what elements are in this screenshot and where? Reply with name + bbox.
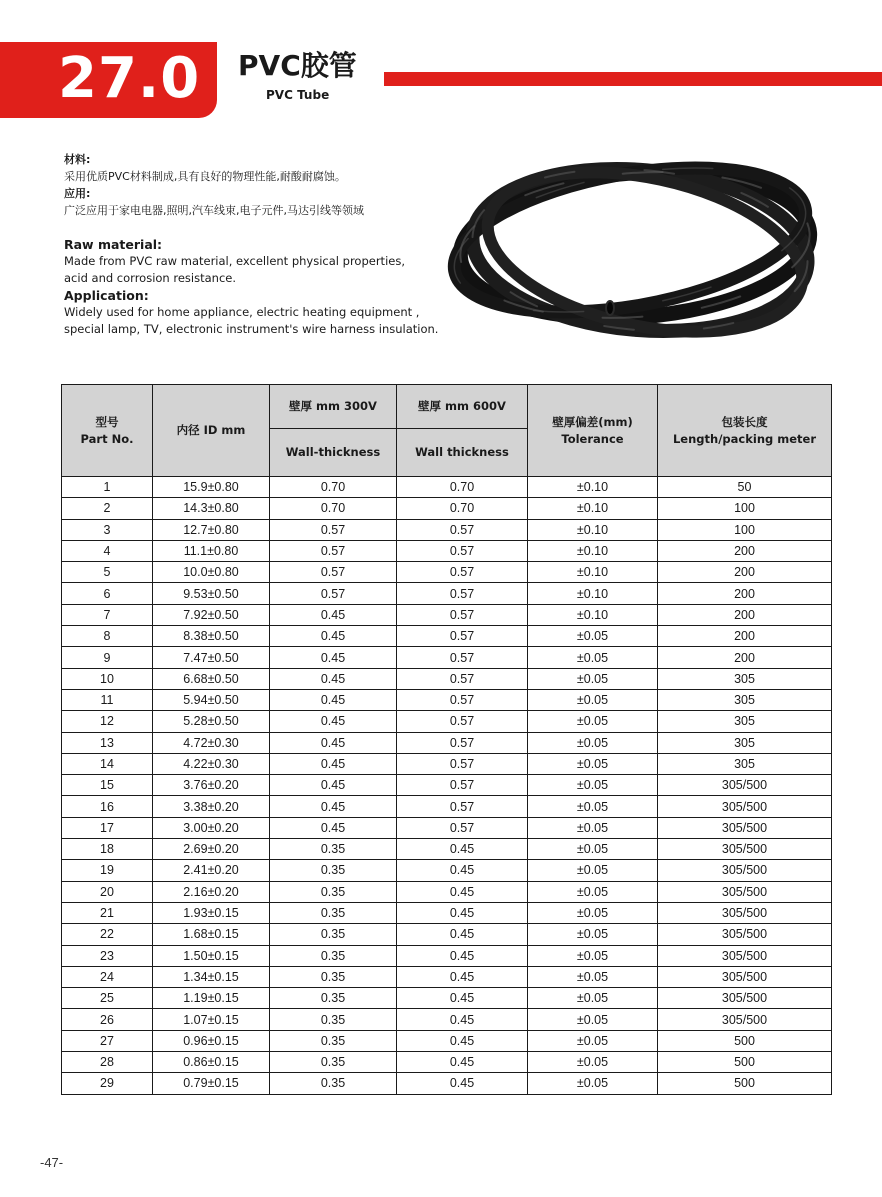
length-cell: 200 <box>658 562 832 583</box>
wall-300v-cell: 0.45 <box>270 711 397 732</box>
part-no-cell: 5 <box>62 562 153 583</box>
material-heading-cn: 材料: <box>64 153 91 166</box>
id-cell: 7.47±0.50 <box>153 647 270 668</box>
part-no-cell: 9 <box>62 647 153 668</box>
material-heading-en: Raw material: <box>64 237 163 252</box>
id-cell: 6.68±0.50 <box>153 668 270 689</box>
header-length-cn: 包装长度 <box>721 414 768 429</box>
wall-300v-cell: 0.45 <box>270 796 397 817</box>
title-rule <box>384 72 882 86</box>
table-row <box>62 796 832 817</box>
material-line-1: Made from PVC raw material, excellent physical properties, <box>64 254 405 268</box>
part-no-cell: 18 <box>62 839 153 860</box>
material-line-2: acid and corrosion resistance. <box>64 271 237 285</box>
wall-600v-cell: 0.45 <box>397 1052 528 1073</box>
table-row <box>62 477 832 498</box>
wall-600v-cell: 0.57 <box>397 626 528 647</box>
tolerance-cell: ±0.05 <box>528 775 658 796</box>
id-cell: 14.3±0.80 <box>153 498 270 519</box>
tolerance-cell: ±0.05 <box>528 668 658 689</box>
tolerance-cell: ±0.05 <box>528 1030 658 1051</box>
wall-300v-cell: 0.35 <box>270 881 397 902</box>
length-cell: 200 <box>658 583 832 604</box>
tolerance-cell: ±0.10 <box>528 540 658 561</box>
tolerance-cell: ±0.05 <box>528 711 658 732</box>
length-cell: 500 <box>658 1052 832 1073</box>
part-no-cell: 6 <box>62 583 153 604</box>
wall-300v-cell: 0.45 <box>270 775 397 796</box>
length-cell: 305 <box>658 668 832 689</box>
wall-600v-cell: 0.45 <box>397 881 528 902</box>
tolerance-cell: ±0.05 <box>528 881 658 902</box>
part-no-cell: 29 <box>62 1073 153 1094</box>
header-length <box>658 385 832 477</box>
table-row <box>62 498 832 519</box>
wall-600v-cell: 0.57 <box>397 775 528 796</box>
tolerance-cell: ±0.05 <box>528 1009 658 1030</box>
wall-300v-cell: 0.35 <box>270 924 397 945</box>
table-row <box>62 647 832 668</box>
table-row <box>62 1052 832 1073</box>
wall-600v-cell: 0.57 <box>397 711 528 732</box>
length-cell: 200 <box>658 647 832 668</box>
header-part-no <box>62 385 153 477</box>
wall-300v-cell: 0.70 <box>270 477 397 498</box>
length-cell: 305/500 <box>658 860 832 881</box>
length-cell: 200 <box>658 626 832 647</box>
wall-300v-cell: 0.57 <box>270 583 397 604</box>
length-cell: 305/500 <box>658 817 832 838</box>
wall-600v-cell: 0.57 <box>397 519 528 540</box>
description-cn <box>64 151 464 219</box>
part-no-cell: 27 <box>62 1030 153 1051</box>
tolerance-cell: ±0.10 <box>528 519 658 540</box>
header-wall-300v-cn: 壁厚 mm 300V <box>270 385 397 429</box>
wall-300v-cell: 0.35 <box>270 860 397 881</box>
id-cell: 3.38±0.20 <box>153 796 270 817</box>
part-no-cell: 12 <box>62 711 153 732</box>
part-no-cell: 25 <box>62 988 153 1009</box>
length-cell: 305 <box>658 732 832 753</box>
header-tolerance-cn: 壁厚偏差(mm) <box>552 414 633 429</box>
wall-600v-cell: 0.57 <box>397 817 528 838</box>
table-row <box>62 1009 832 1030</box>
id-cell: 1.07±0.15 <box>153 1009 270 1030</box>
length-cell: 305/500 <box>658 902 832 923</box>
tolerance-cell: ±0.05 <box>528 860 658 881</box>
tolerance-cell: ±0.10 <box>528 562 658 583</box>
material-text-cn: 采用优质PVC材料制成,具有良好的物理性能,耐酸耐腐蚀。 <box>64 170 346 183</box>
table-row <box>62 924 832 945</box>
id-cell: 0.79±0.15 <box>153 1073 270 1094</box>
id-cell: 5.28±0.50 <box>153 711 270 732</box>
id-cell: 2.41±0.20 <box>153 860 270 881</box>
header-wall-600v-cn: 壁厚 mm 600V <box>397 385 528 429</box>
length-cell: 305/500 <box>658 796 832 817</box>
id-cell: 5.94±0.50 <box>153 689 270 710</box>
table-row <box>62 583 832 604</box>
table-row <box>62 775 832 796</box>
part-no-cell: 8 <box>62 626 153 647</box>
wall-600v-cell: 0.57 <box>397 647 528 668</box>
wall-300v-cell: 0.35 <box>270 1073 397 1094</box>
part-no-cell: 7 <box>62 604 153 625</box>
length-cell: 50 <box>658 477 832 498</box>
header-tolerance <box>528 385 658 477</box>
table-row <box>62 1030 832 1051</box>
wall-600v-cell: 0.45 <box>397 902 528 923</box>
page-number: -47- <box>40 1155 64 1170</box>
table-row <box>62 562 832 583</box>
part-no-cell: 16 <box>62 796 153 817</box>
table-row <box>62 604 832 625</box>
wall-600v-cell: 0.57 <box>397 732 528 753</box>
pvc-tube-image <box>440 150 830 350</box>
wall-300v-cell: 0.35 <box>270 1052 397 1073</box>
id-cell: 9.53±0.50 <box>153 583 270 604</box>
tolerance-cell: ±0.05 <box>528 1073 658 1094</box>
id-cell: 0.86±0.15 <box>153 1052 270 1073</box>
length-cell: 305/500 <box>658 924 832 945</box>
part-no-cell: 14 <box>62 753 153 774</box>
wall-300v-cell: 0.45 <box>270 732 397 753</box>
id-cell: 3.76±0.20 <box>153 775 270 796</box>
table-row <box>62 540 832 561</box>
length-cell: 305/500 <box>658 1009 832 1030</box>
wall-300v-cell: 0.70 <box>270 498 397 519</box>
length-cell: 200 <box>658 604 832 625</box>
wall-600v-cell: 0.45 <box>397 839 528 860</box>
header-tolerance-en: Tolerance <box>561 431 624 446</box>
tolerance-cell: ±0.05 <box>528 966 658 987</box>
application-line-1: Widely used for home appliance, electric heating equipment , <box>64 305 420 319</box>
length-cell: 305/500 <box>658 775 832 796</box>
wall-600v-cell: 0.45 <box>397 924 528 945</box>
tolerance-cell: ±0.05 <box>528 689 658 710</box>
wall-600v-cell: 0.45 <box>397 945 528 966</box>
part-no-cell: 19 <box>62 860 153 881</box>
part-no-cell: 23 <box>62 945 153 966</box>
id-cell: 1.68±0.15 <box>153 924 270 945</box>
wall-600v-cell: 0.70 <box>397 498 528 519</box>
header-part-no-en: Part No. <box>80 431 134 446</box>
tolerance-cell: ±0.05 <box>528 988 658 1009</box>
wall-600v-cell: 0.45 <box>397 1009 528 1030</box>
table-row <box>62 839 832 860</box>
tolerance-cell: ±0.05 <box>528 732 658 753</box>
tolerance-cell: ±0.10 <box>528 583 658 604</box>
part-no-cell: 4 <box>62 540 153 561</box>
wall-300v-cell: 0.35 <box>270 988 397 1009</box>
part-no-cell: 22 <box>62 924 153 945</box>
table-row <box>62 519 832 540</box>
wall-600v-cell: 0.57 <box>397 540 528 561</box>
part-no-cell: 15 <box>62 775 153 796</box>
wall-600v-cell: 0.45 <box>397 1073 528 1094</box>
table-row <box>62 988 832 1009</box>
wall-300v-cell: 0.57 <box>270 519 397 540</box>
header-wall-600v-en: Wall thickness <box>397 429 528 477</box>
wall-300v-cell: 0.35 <box>270 966 397 987</box>
part-no-cell: 28 <box>62 1052 153 1073</box>
wall-600v-cell: 0.57 <box>397 753 528 774</box>
id-cell: 1.34±0.15 <box>153 966 270 987</box>
header-inner-diameter: 内径 ID mm <box>153 385 270 477</box>
page-title-en: PVC Tube <box>266 88 330 102</box>
length-cell: 305 <box>658 711 832 732</box>
wall-300v-cell: 0.35 <box>270 1009 397 1030</box>
wall-600v-cell: 0.57 <box>397 583 528 604</box>
wall-300v-cell: 0.35 <box>270 945 397 966</box>
tolerance-cell: ±0.10 <box>528 498 658 519</box>
wall-300v-cell: 0.45 <box>270 689 397 710</box>
wall-300v-cell: 0.35 <box>270 839 397 860</box>
tolerance-cell: ±0.05 <box>528 945 658 966</box>
table-row <box>62 711 832 732</box>
wall-300v-cell: 0.45 <box>270 668 397 689</box>
table-row <box>62 945 832 966</box>
tolerance-cell: ±0.10 <box>528 477 658 498</box>
wall-300v-cell: 0.35 <box>270 1030 397 1051</box>
table-row <box>62 626 832 647</box>
length-cell: 100 <box>658 498 832 519</box>
wall-600v-cell: 0.45 <box>397 988 528 1009</box>
length-cell: 305/500 <box>658 945 832 966</box>
tolerance-cell: ±0.05 <box>528 626 658 647</box>
tolerance-cell: ±0.05 <box>528 753 658 774</box>
section-number: 27.0 <box>58 46 201 111</box>
table-row <box>62 966 832 987</box>
wall-300v-cell: 0.45 <box>270 604 397 625</box>
id-cell: 1.50±0.15 <box>153 945 270 966</box>
tolerance-cell: ±0.05 <box>528 902 658 923</box>
length-cell: 305/500 <box>658 988 832 1009</box>
wall-600v-cell: 0.57 <box>397 668 528 689</box>
part-no-cell: 11 <box>62 689 153 710</box>
application-line-2: special lamp, TV, electronic instrument's wire harness insulation. <box>64 322 439 336</box>
header-wall-300v-en: Wall-thickness <box>270 429 397 477</box>
application-heading-en: Application: <box>64 288 149 303</box>
table-row <box>62 860 832 881</box>
spec-table <box>61 384 832 1095</box>
part-no-cell: 21 <box>62 902 153 923</box>
part-no-cell: 17 <box>62 817 153 838</box>
wall-600v-cell: 0.45 <box>397 860 528 881</box>
table-row <box>62 817 832 838</box>
wall-300v-cell: 0.45 <box>270 647 397 668</box>
header-length-en: Length/packing meter <box>672 431 816 446</box>
id-cell: 1.19±0.15 <box>153 988 270 1009</box>
part-no-cell: 1 <box>62 477 153 498</box>
table-row <box>62 668 832 689</box>
id-cell: 11.1±0.80 <box>153 540 270 561</box>
length-cell: 200 <box>658 540 832 561</box>
part-no-cell: 3 <box>62 519 153 540</box>
wall-600v-cell: 0.45 <box>397 966 528 987</box>
wall-300v-cell: 0.45 <box>270 817 397 838</box>
id-cell: 8.38±0.50 <box>153 626 270 647</box>
table-row <box>62 881 832 902</box>
length-cell: 305/500 <box>658 881 832 902</box>
table-row <box>62 1073 832 1094</box>
wall-600v-cell: 0.57 <box>397 562 528 583</box>
wall-300v-cell: 0.57 <box>270 562 397 583</box>
table-row <box>62 902 832 923</box>
id-cell: 3.00±0.20 <box>153 817 270 838</box>
length-cell: 100 <box>658 519 832 540</box>
application-text-cn: 广泛应用于家电电器,照明,汽车线束,电子元件,马达引线等领域 <box>64 204 364 217</box>
wall-300v-cell: 0.45 <box>270 753 397 774</box>
wall-600v-cell: 0.45 <box>397 1030 528 1051</box>
id-cell: 4.22±0.30 <box>153 753 270 774</box>
length-cell: 305 <box>658 689 832 710</box>
tolerance-cell: ±0.05 <box>528 924 658 945</box>
part-no-cell: 13 <box>62 732 153 753</box>
table-row <box>62 689 832 710</box>
part-no-cell: 10 <box>62 668 153 689</box>
id-cell: 10.0±0.80 <box>153 562 270 583</box>
part-no-cell: 26 <box>62 1009 153 1030</box>
id-cell: 2.16±0.20 <box>153 881 270 902</box>
id-cell: 2.69±0.20 <box>153 839 270 860</box>
length-cell: 500 <box>658 1030 832 1051</box>
wall-600v-cell: 0.57 <box>397 604 528 625</box>
wall-600v-cell: 0.57 <box>397 689 528 710</box>
wall-300v-cell: 0.45 <box>270 626 397 647</box>
length-cell: 305 <box>658 753 832 774</box>
part-no-cell: 24 <box>62 966 153 987</box>
table-row <box>62 732 832 753</box>
part-no-cell: 2 <box>62 498 153 519</box>
length-cell: 305/500 <box>658 839 832 860</box>
length-cell: 500 <box>658 1073 832 1094</box>
wall-300v-cell: 0.57 <box>270 540 397 561</box>
tolerance-cell: ±0.05 <box>528 796 658 817</box>
id-cell: 7.92±0.50 <box>153 604 270 625</box>
tolerance-cell: ±0.10 <box>528 604 658 625</box>
wall-300v-cell: 0.35 <box>270 902 397 923</box>
table-row <box>62 753 832 774</box>
page-title-cn: PVC胶管 <box>238 49 357 82</box>
part-no-cell: 20 <box>62 881 153 902</box>
tolerance-cell: ±0.05 <box>528 647 658 668</box>
length-cell: 305/500 <box>658 966 832 987</box>
id-cell: 1.93±0.15 <box>153 902 270 923</box>
application-heading-cn: 应用: <box>64 187 91 200</box>
wall-600v-cell: 0.70 <box>397 477 528 498</box>
id-cell: 0.96±0.15 <box>153 1030 270 1051</box>
description-en <box>64 236 484 338</box>
id-cell: 12.7±0.80 <box>153 519 270 540</box>
id-cell: 4.72±0.30 <box>153 732 270 753</box>
id-cell: 15.9±0.80 <box>153 477 270 498</box>
tolerance-cell: ±0.05 <box>528 817 658 838</box>
header-part-no-cn: 型号 <box>95 414 119 429</box>
tolerance-cell: ±0.05 <box>528 1052 658 1073</box>
wall-600v-cell: 0.57 <box>397 796 528 817</box>
tolerance-cell: ±0.05 <box>528 839 658 860</box>
